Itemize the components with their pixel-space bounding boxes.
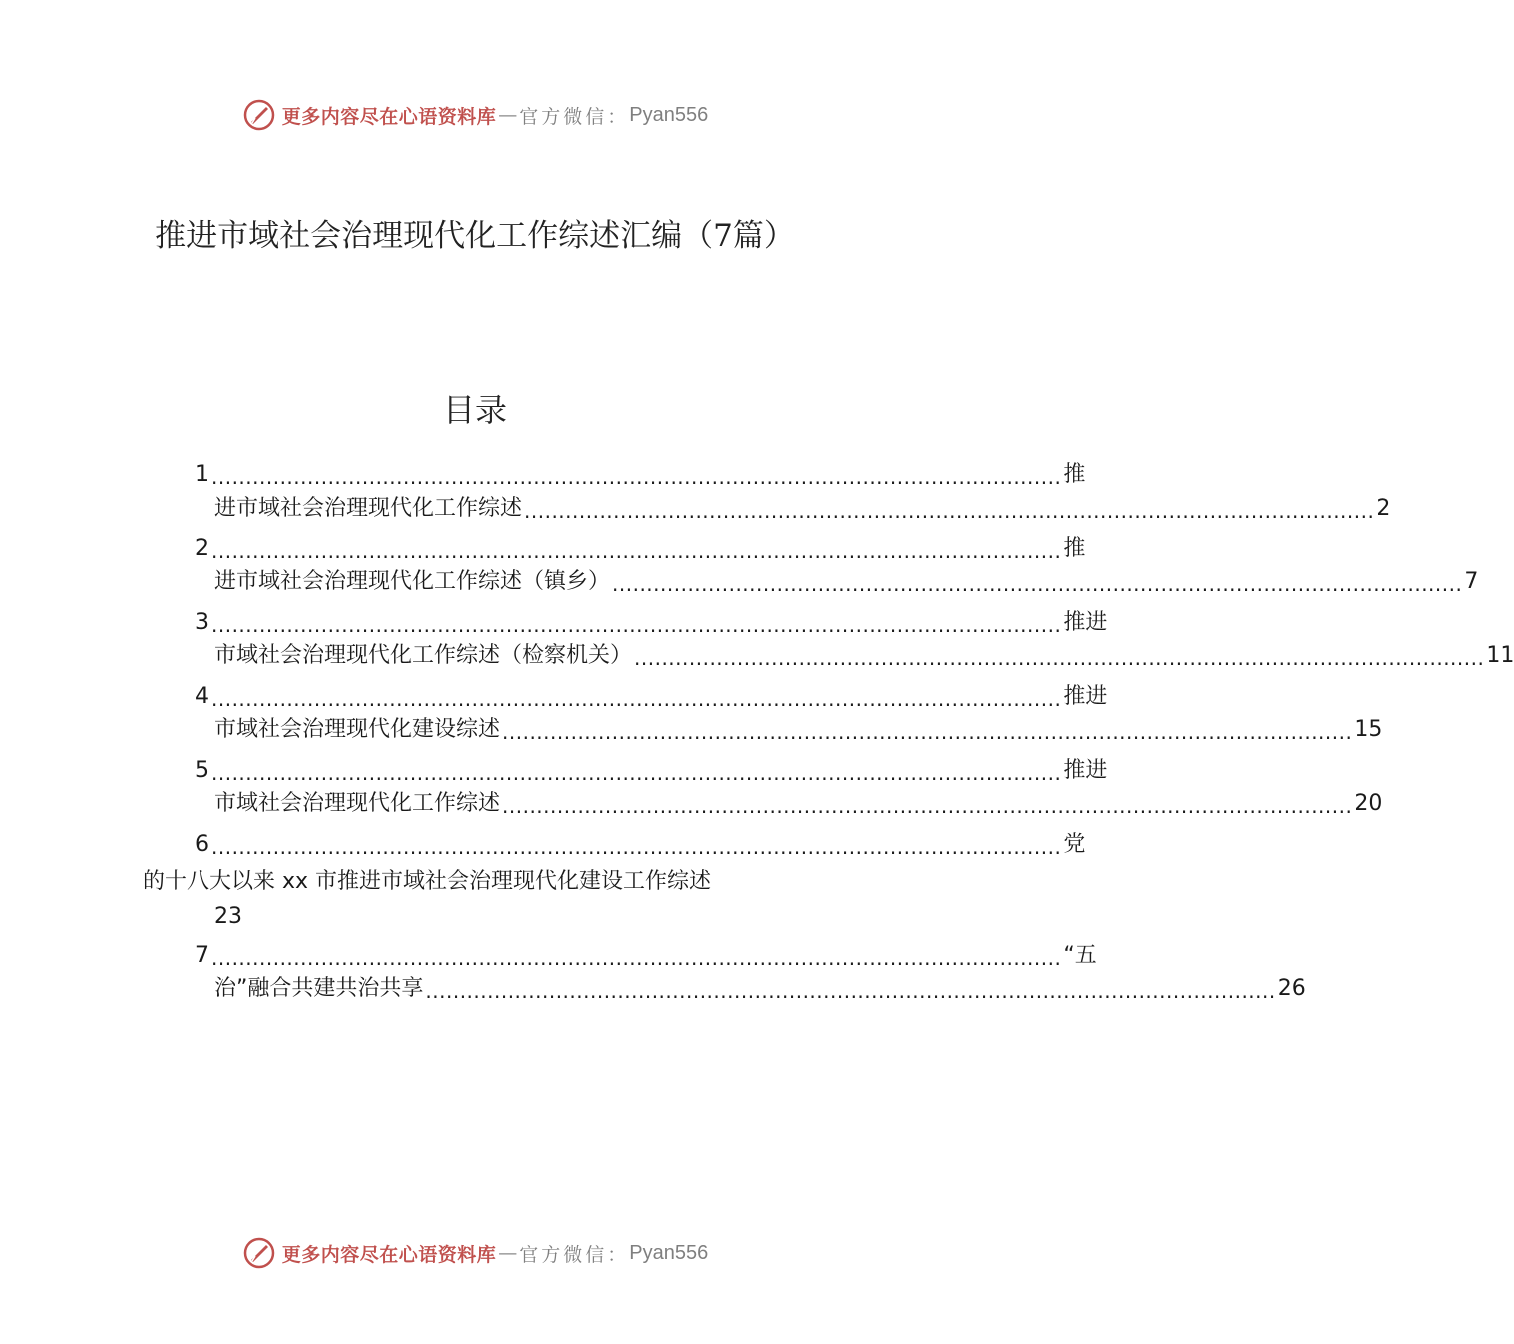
toc-entry-number: 3 [195,610,209,635]
toc-entry-page: 23 [214,904,242,929]
toc-entry-title: 市域社会治理现代化工作综述 [214,791,501,816]
toc-entry-7-cont[interactable] [214,974,1306,1004]
toc-entry-6-cont[interactable] [143,867,711,897]
toc-entry-title: 治”融合共建共治共享 [214,976,424,1001]
toc-entry-page: 7 [1464,569,1479,594]
toc-leader-dots: ............................................................................................................................ [211,539,1062,563]
toc-entry-number: 2 [195,536,209,561]
toc-entry-lead: 党 [1063,832,1086,857]
toc-entry-page: 26 [1277,976,1306,1001]
banner-wechat-label: 官方微信： [519,1243,630,1266]
toc-entry-1-cont[interactable] [214,494,1391,524]
toc-entry-title: 市域社会治理现代化建设综述 [214,717,501,742]
toc-entry-3[interactable] [195,608,1108,638]
toc-entry-4[interactable] [195,682,1108,712]
banner-dash: — [498,104,518,126]
toc-entry-5[interactable] [195,756,1108,786]
toc-leader-dots: ............................................................................................................................ [211,613,1062,637]
banner-text: 更多内容尽在心语资料库 [281,105,497,128]
toc-leader-dots: ............................................................................................................................ [211,946,1062,970]
banner-wechat-label: 官方微信： [519,105,630,128]
toc-entry-title: 进市域社会治理现代化工作综述 [214,496,523,521]
toc-leader-dots: ............................................................................................................................ [634,646,1485,670]
toc-entry-lead: 推进 [1063,610,1108,635]
toc-entry-lead: 推 [1063,536,1086,561]
toc-leader-dots: ............................................................................................................................ [211,835,1062,859]
toc-entry-2[interactable] [195,534,1086,564]
toc-leader-dots: ............................................................................................................................ [612,572,1463,596]
toc-entry-page: 2 [1376,496,1391,521]
banner-text: 更多内容尽在心语资料库 [281,1243,497,1266]
toc-entry-number: 6 [195,832,209,857]
toc-entry-2-cont[interactable] [214,567,1479,597]
toc-entry-6[interactable] [195,830,1086,860]
toc-leader-dots: ............................................................................................................................ [211,465,1062,489]
banner-dash: — [498,1242,518,1264]
banner-wechat-id: Pyan556 [629,1241,709,1264]
toc-heading: 目录 [442,391,507,429]
toc-entry-lead: 推进 [1063,758,1108,783]
footer-banner [0,1233,950,1273]
toc-entry-4-cont[interactable] [214,715,1383,745]
toc-entry-5-cont[interactable] [214,789,1383,819]
toc-entry-7[interactable] [195,941,1097,971]
toc-leader-dots: ............................................................................................................................ [211,761,1062,785]
toc-entry-6-page-line [214,902,242,932]
toc-entry-lead: 推进 [1063,684,1108,709]
header-banner [0,95,950,135]
toc-entry-3-cont[interactable] [214,641,1514,671]
toc-entry-title: 市域社会治理现代化工作综述（检察机关） [214,643,633,668]
toc-leader-dots: ............................................................................................................................ [425,979,1276,1003]
toc-entry-lead: 推 [1063,462,1086,487]
toc-entry-1[interactable] [195,460,1086,490]
toc-entry-page: 15 [1354,717,1383,742]
toc-entry-page: 11 [1486,643,1514,668]
toc-entry-number: 5 [195,758,209,783]
toc-entry-number: 7 [195,943,209,968]
quill-logo-icon [242,98,276,132]
toc-entry-title: 进市域社会治理现代化工作综述（镇乡） [214,569,611,594]
toc-leader-dots: ............................................................................................................................ [211,687,1062,711]
toc-leader-dots: ............................................................................................................................ [502,720,1353,744]
toc-leader-dots: ............................................................................................................................ [524,499,1375,523]
toc-entry-title: 的十八大以来 xx 市推进市域社会治理现代化建设工作综述 [143,869,712,894]
toc-entry-number: 4 [195,684,209,709]
toc-entry-page: 20 [1354,791,1383,816]
document-title: 推进市域社会治理现代化工作综述汇编（7篇） [155,218,795,254]
banner-wechat-id: Pyan556 [629,103,709,126]
toc-leader-dots: ............................................................................................................................ [502,794,1353,818]
quill-logo-icon [242,1236,276,1270]
toc-entry-lead: “五 [1063,943,1097,968]
toc-entry-number: 1 [195,462,209,487]
